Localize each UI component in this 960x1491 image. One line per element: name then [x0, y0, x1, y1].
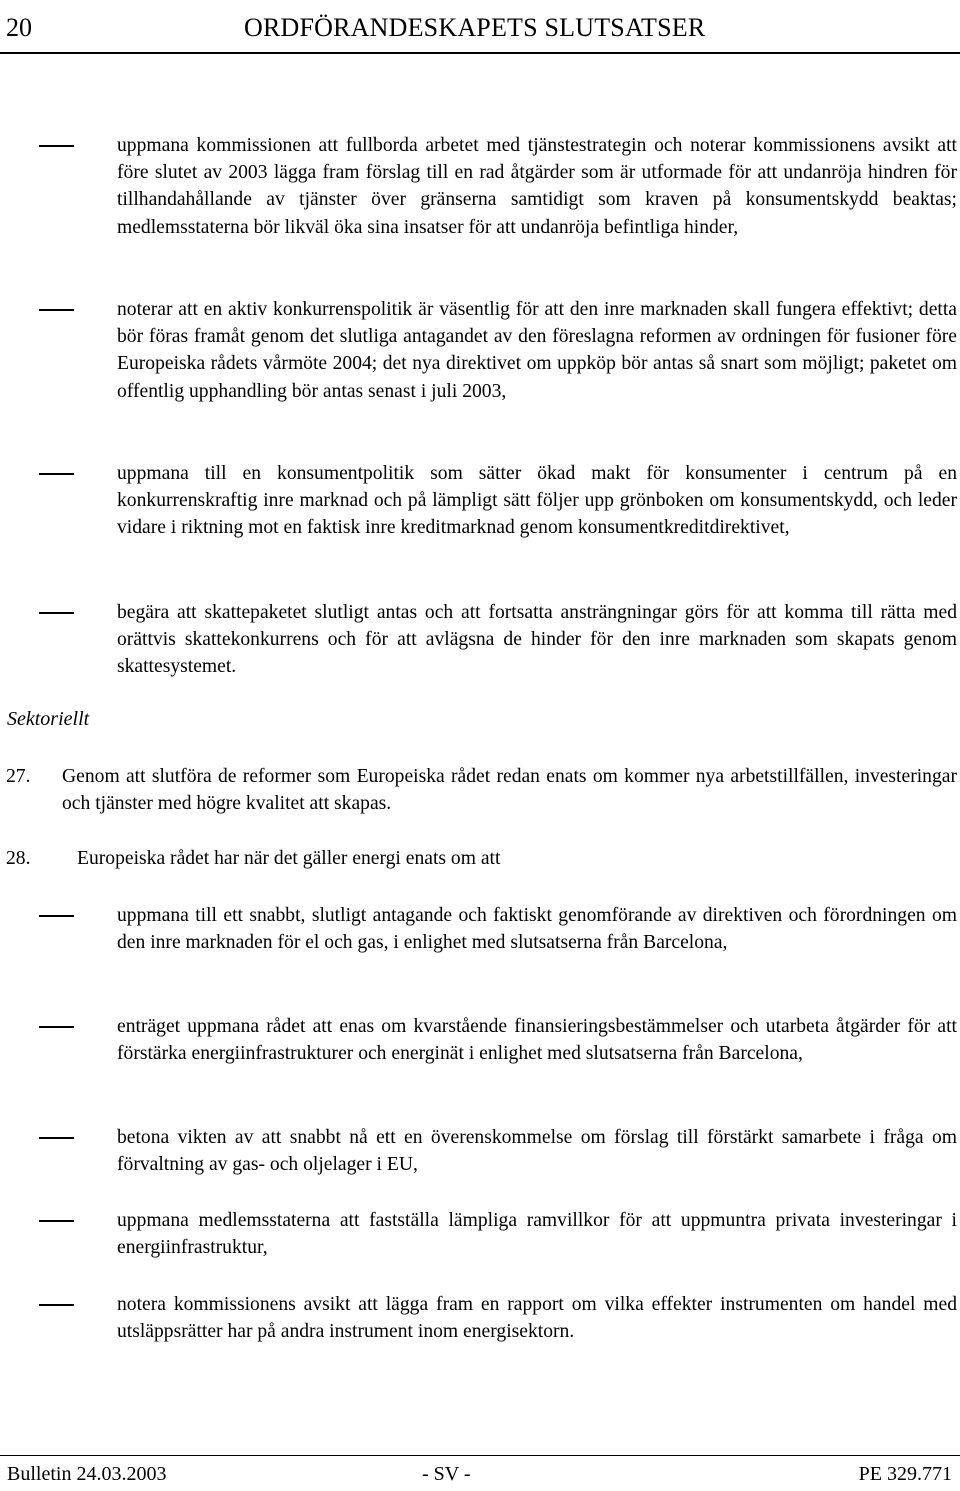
dash-marker [39, 915, 74, 917]
bullet-text: uppmana kommissionen att fullborda arbetet med tjänstestrategin och noterar kommissionens avsikt att före slutet av 2003 lägga fram förslag till en rad åtgärder som är utformade för att undanröja hindren för tillhandahållande av tjänster över gränserna samtidigt som kraven på konsumentskydd beaktas; medlemsstaterna bör likväl öka sina insatser för att undanröja befintliga hinder, [117, 135, 957, 238]
page-header [0, 0, 960, 56]
section-heading: Sektoriellt [7, 708, 90, 730]
dash-marker [39, 1137, 74, 1139]
dash-marker [39, 612, 74, 614]
footer-language: - SV - [422, 1463, 471, 1485]
header-divider [0, 52, 960, 54]
dash-marker [39, 1026, 74, 1028]
footer-divider [0, 1455, 960, 1456]
paragraph-text: Genom att slutföra de reformer som Europeiska rådet redan enats om kommer nya arbetstillfällen, investeringar och tjänster med högre kvalitet att skapas. [62, 766, 957, 815]
bullet-text: noterar att en aktiv konkurrenspolitik är väsentlig för att den inre marknaden skall fungera effektivt; detta bör föras framåt genom det slutliga antagandet av den föreslagna reformen av ordningen för fusioner före Europeiska rådets vårmöte 2004; det nya direktivet om uppköp bör antas så snart som möjligt; paketet om offentlig upphandling bör antas senast i juli 2003, [117, 299, 957, 402]
dash-marker [39, 473, 74, 475]
dash-marker [39, 1220, 74, 1222]
dash-marker [39, 145, 74, 147]
bullet-text: uppmana medlemsstaterna att fastställa lämpliga ramvillkor för att uppmuntra privata investeringar i energiinfrastruktur, [117, 1210, 957, 1259]
page-footer [0, 1455, 960, 1491]
dash-marker [39, 1304, 74, 1306]
bullet-text: enträget uppmana rådet att enas om kvarstående finansieringsbestämmelser och utarbeta åtgärder för att förstärka energiinfrastrukturer och energinät i enlighet med slutsatserna från Barcelona, [117, 1016, 957, 1065]
bullet-text: uppmana till en konsumentpolitik som sätter ökad makt för konsumenter i centrum på en konkurrenskraftig inre marknad och på lämpligt sätt följer upp grönboken om konsumentskydd, och leder vidare i riktning mot en faktisk inre kreditmarknad genom konsumentkreditdirektivet, [117, 463, 957, 539]
dash-marker [39, 309, 74, 311]
page-number: 20 [6, 13, 32, 42]
footer-reference: PE 329.771 [858, 1463, 952, 1485]
page-title: ORDFÖRANDESKAPETS SLUTSATSER [244, 13, 706, 42]
paragraph-text: Europeiska rådet har när det gäller energi enats om att [77, 848, 501, 869]
paragraph-number: 27. [6, 766, 31, 787]
paragraph-number: 28. [6, 848, 31, 869]
bullet-text: begära att skattepaketet slutligt antas och att fortsatta ansträngningar görs för att komma till rätta med orättvis skattekonkurrens och för att avlägsna de hinder för den inre marknaden som skapats genom skattesystemet. [117, 602, 957, 678]
bullet-text: uppmana till ett snabbt, slutligt antagande och faktiskt genomförande av direktiven och förordningen om den inre marknaden för el och gas, i enlighet med slutsatserna från Barcelona, [117, 905, 957, 954]
bullet-text: notera kommissionens avsikt att lägga fram en rapport om vilka effekter instrumenten om handel med utsläppsrätter har på andra instrument inom energisektorn. [117, 1294, 957, 1343]
bullet-text: betona vikten av att snabbt nå ett en överenskommelse om förslag till förstärkt samarbete i fråga om förvaltning av gas- och oljelager i EU, [117, 1127, 957, 1176]
footer-bulletin: Bulletin 24.03.2003 [7, 1463, 167, 1485]
